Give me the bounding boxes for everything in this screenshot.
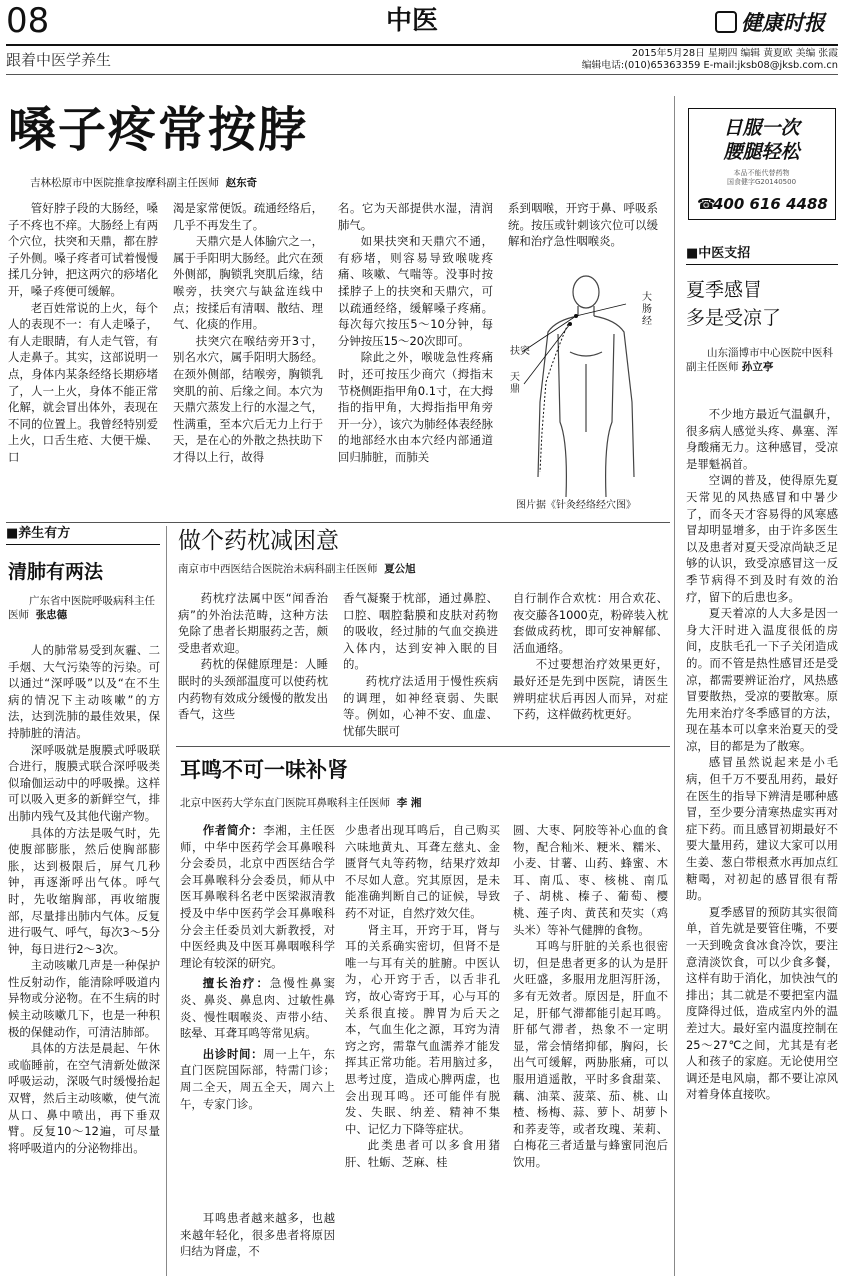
paragraph: 空调的普及，使得原先夏天常见的风热感冒和中暑少了，而冬天才容易得的风寒感冒却明显增多，由于许多医生以及患者对夏天受凉尚缺乏足够的认识，致受凉感冒这一反季节病得不到及时有效的治疗，留下的后患也多。 [686,473,838,604]
left-article-body [8,642,160,1274]
masthead-name: 健康时报 [741,10,825,35]
page-number: 08 [6,1,50,41]
byline-affiliation: 吉林松原市中医院推拿按摩科副主任医师 [30,177,219,189]
paragraph: 耳鸣患者越来越多，也越来越年轻化，很多患者将原因归结为肾虚，不 [180,1211,335,1259]
main-article-byline [30,176,670,190]
ad-phone-icon: ☎ [697,195,716,213]
byline-author: 孙立亭 [741,361,774,373]
right-column-divider [674,96,675,1276]
intro-label: 作者简介： [202,823,264,837]
left-column-divider [166,526,167,1276]
clinic-text: 周一上午，东直门医院国际部，特需门诊；周二全天，周五全天，周六上午，专家门诊。 [180,1046,335,1111]
clinic-label: 出诊时间： [202,1046,264,1061]
masthead-emblem [715,11,737,33]
masthead-logo [715,6,840,38]
main-article-title: 嗓子疼常按脖 [8,102,309,158]
paragraph: 自行制作合欢枕：用合欢花、夜交藤各1000克，粉碎装入枕套做成药枕，即可安神解郁、活血通络。 [513,591,668,655]
main-col-2 [173,200,323,518]
intro-text: 李湘，主任医师，中华中医药学会耳鼻喉科分会委员，北京中西医结合学会耳鼻喉科分会委员，师从中医耳鼻喉科名老中医梁淑清教授及中华中医药学会耳鼻喉科分会主任委员刘大新教授，对中医经典及中医耳鼻咽喉科学理论有较深的研究。 [180,823,335,970]
main-col-1 [8,200,158,518]
figure-label-meridian: 大肠经 [642,292,652,327]
left-article-title: 清肺有两法 [8,561,104,583]
paragraph: 名。它为天部提供水湿，清润肺气。 [338,201,493,232]
pillow-col-1 [178,590,328,740]
paragraph: 此类患者可以多食用猪肝、牡蛎、芝麻、桂 [345,1138,500,1169]
right-article-body [686,406,838,1272]
paragraph: 管好脖子段的大肠经，嗓子不疼也不痒。大肠经上有两个穴位，扶突和天鼎，都在脖子外侧。嗓子疼者可试着慢慢揉几分钟，把这两穴的痧堵化开，嗓子疼便可缓解。 [8,201,158,298]
left-section-tag-label: 养生有方 [18,526,71,541]
paragraph: 少患者出现耳鸣后，自己购买六味地黄丸、耳聋左慈丸、金匮肾气丸等药物，结果疗效却不尽如人意。究其原因，是未能准确判断自己的证候，导致药不对证，自然疗效欠佳。 [345,823,500,920]
pillow-col-2 [343,590,498,740]
right-article-byline [686,346,836,374]
byline-affiliation: 南京市中西医结合医院治未病科副主任医师 [178,563,378,575]
paragraph: 不少地方最近气温飙升，很多病人感觉头疼、鼻塞、浑身酸痛无力。这种感冒，受凉是罪魁祸首。 [686,407,838,471]
meridian-illustration [508,272,663,500]
square-bullet-icon: ■ [686,246,699,261]
paragraph: 具体的方法是晨起、午休或临睡前，在空气清新处做深呼吸运动，深吸气时缓慢抬起双臂，然后主动咳嗽，使气流从口、鼻中喷出，再下垂双臂。反复10～12遍，可尽量将呼吸道内的分泌物排出。 [8,1041,160,1155]
paragraph: 肾主耳，开窍于耳，肾与耳的关系确实密切，但肾不是唯一与耳有关的脏腑。中医认为，心开窍于舌，以舌非孔窍，故心寄窍于耳，心与耳的关系很直接。脾胃为后天之本，气血生化之源，耳窍为清窍之窍，需靠气血濡养才能发挥其正常功能。若用脑过多，思考过度，造成心脾两虚，也会出现耳鸣。还可能伴有脱发、失眠、纳差、精神不集中、记忆力下降等症状。 [345,922,500,1136]
main-col-4 [508,200,658,266]
paragraph: 感冒虽然说起来是小毛病，但千万不要乱用药，最好在医生的指导下辨清是哪种感冒，至少要分清寒热虚实再对症下药。而且感冒初期最好不要大量用药，建议大家可以用生姜、葱白带根煮水再加点红糖喝，对初起的感冒很有帮助。 [686,755,838,903]
ear-col-1-tail [180,1210,335,1274]
byline-author: 赵东奇 [225,177,258,189]
left-section-tag [6,526,160,545]
byline-affiliation: 山东淄博市中心医院中医科副主任医师 [686,347,833,373]
ad-box [688,108,836,220]
ear-col-3 [513,822,668,1274]
main-col-3 [338,200,493,518]
paragraph [180,1046,335,1112]
paragraph: 药枕的保健原理是：人睡眠时的头颈部温度可以使药枕内药物有效成分缓慢的散发出香气，这些 [178,657,328,722]
section-slogan: 跟着中医学养生 [6,51,112,69]
ad-headline-1: 日服一次 [723,117,800,139]
main-bottom-rule [6,522,670,523]
byline-author: 夏公旭 [384,563,416,575]
issue-info: 2015年5月28日 星期四 编辑 黄夏欧 美编 张霞 [631,48,838,59]
editor-contact: 编辑电话:(010)65363359 E-mail:jksb08@jksb.com.cn [581,60,838,71]
paragraph: 夏季感冒的预防其实很简单，首先就是要管住嘴，不要一天到晚贪食冰食冷饮，要注意清淡饮食，可以少食多餐，这样有助于消化，加快浊气的排出；其二就是不要把室内温度降得过低，造成室内外的温差过大。最好室内温度控制在25～27℃之间，尤其是有老人和孩子的家庭。无论使用空调还是电风扇，都不要让凉风对着身体直接吹。 [686,904,838,1102]
figure-caption: 图片据《针灸经络经穴图》 [516,500,636,511]
paragraph [180,975,335,1041]
paragraph: 深呼吸就是腹膜式呼吸联合进行，腹膜式联合深呼吸类似瑜伽运动中的呼吸操。这样可以吸入更多的新鲜空气，排出肺内残气及其他代谢产物。 [8,742,160,823]
paragraph: 香气凝聚于枕部，通过鼻腔、口腔、咽腔黏膜和皮肤对药物的吸收，经过肺的气血交换进入体内，达到安神入眠的目的。 [343,591,498,672]
byline-affiliation: 北京中医药大学东直门医院耳鼻喉科主任医师 [180,797,390,809]
figure-label-futu: 扶突 [510,346,530,357]
left-article-byline [8,594,160,622]
paragraph: 夏天着凉的人大多是因一身大汗时进入温度很低的房间，皮肤毛孔一下子关闭造成的。而不管是热性感冒还是受凉，都需要辨证治疗，风热感冒要散热，受凉的要散寒。原先用来治疗冬季感冒的方法，现在基本可以拿来治夏天的受凉，目的都是为了散寒。 [686,606,838,753]
skill-text: 急慢性鼻窦炎、鼻炎、鼻息肉、过敏性鼻炎、慢性咽喉炎、声带小结、眩晕、耳聋耳鸣等常见病。 [180,976,335,1041]
pillow-article-byline [178,562,668,576]
paragraph: 耳鸣与肝脏的关系也很密切，但是患者更多的认为是肝火旺盛，多服用龙胆泻肝汤，多有无效者。原因是，肝血不足，肝郁气滞都能引起耳鸣。肝郁气滞者，热象不一定明显，常会情绪抑郁，胸闷，长出气可缓解，两胁胀痛，可以服用逍遥散，平时多食甜菜、藕、油菜、菠菜、茄、桃、山楂、杨梅、蒜、萝卜、胡萝卜和荞麦等，或者玫瑰、茉莉、白梅花三者适量与蜂蜜同泡后饮用。 [513,939,668,1169]
ad-phone: 400 616 4488 [713,195,828,213]
ear-col-2 [345,822,500,1274]
meridian-figure [508,272,663,500]
pillow-article-title: 做个药枕减困意 [178,528,339,554]
byline-author: 李 湘 [396,797,422,809]
paragraph: 天鼎穴是人体腧穴之一，属于手阳明大肠经。此穴在颈外侧部，胸锁乳突肌后缘，结喉旁，扶突穴与缺盆连线中点；按揉后有清咽、散结、理气、化痰的作用。 [173,234,323,332]
header-rule-2 [6,74,838,75]
ad-headline-2: 腰腿轻松 [723,141,800,163]
paragraph: 药枕疗法适用于慢性疾病的调理，如神经衰弱、失眠等。例如，心神不安、血虚、忧郁失眠可 [343,673,498,738]
pillow-bottom-rule [176,746,670,747]
right-article-title-1: 夏季感冒 [686,279,763,301]
pillow-col-3 [513,590,668,740]
paragraph: 如果扶突和天鼎穴不通，有痧堵，则容易导致喉咙疼痛、咳嗽、气喘等。没事时按揉脖子上的扶突和天鼎穴，可以疏通经络，缓解嗓子疼痛。每次每穴按压5～10分钟，每分钟按压15～20次即可。 [338,234,493,348]
byline-affiliation: 广东省中医院呼吸病科主任医师 [8,595,155,621]
paragraph: 不过要想治疗效果更好，最好还是先到中医院，请医生辨明症状后再因人而异，对症下药，这样做药枕更好。 [513,657,668,722]
right-section-tag [686,246,838,265]
paragraph: 渴是家常便饭。疏通经络后，几乎不再发生了。 [173,201,323,232]
paragraph: 人的肺常易受到灰霾、二手烟、大气污染等的污染。可以通过“深呼吸”以及“在不生病的情况下主动咳嗽”的方法，达到洗肺的最佳效果，保持肺脏的清洁。 [8,643,160,740]
paragraph: 具体的方法是吸气时，先使腹部膨胀，然后使胸部膨胀，达到极限后，屏气几秒钟，再逐渐呼出气体。呼气时，先收缩胸部，再收缩腹部，尽量排出肺内气体。反复进行吸气、呼气，每次3～5分钟，每日进行2～3次。 [8,825,160,956]
paragraph: 药枕疗法属中医“闻香治病”的外治法范畴，这种方法免除了患者长期服药之苦，颇受患者欢迎。 [178,591,328,655]
figure-label-tianding: 天鼎 [510,372,520,395]
square-bullet-icon: ■ [6,526,19,541]
right-article-title-2: 多是受凉了 [686,307,782,329]
ear-article-byline [180,796,670,810]
skill-label: 擅长治疗： [202,976,270,991]
right-section-tag-label: 中医支招 [698,246,751,261]
ad-small-2: 国食健字G20140500 [726,178,797,186]
paragraph: 主动咳嗽几声是一种保护性反射动作，能清除呼吸道内异物或分泌物。在不生病的时候主动咳嗽几下，也是一种积极的保健动作，可清洁肺部。 [8,958,160,1039]
ear-author-intro [180,822,335,1118]
byline-author: 张忠德 [35,609,68,621]
paragraph: 系到咽喉，开窍于鼻、呼吸系统。按压或针刺该穴位可以缓解和治疗急性咽喉炎。 [508,201,658,249]
header-rule [6,44,838,46]
paragraph: 扶突穴在喉结旁开3寸，别名水穴，属手阳明大肠经。在颈外侧部，结喉旁，胸锁乳突肌的前、后缘之间。本穴为天鼎穴蒸发上行的水湿之气，性满重，至本穴后无力上行于天，是在心的外散之热扶助下才得以上行，故得 [173,333,323,464]
section-title: 中医 [386,6,439,36]
paragraph: 圆、大枣、阿胶等补心血的食物，配合籼米、粳米、糯米、小麦、甘薯、山药、蜂蜜、木耳、南瓜、枣、核桃、南瓜子、胡桃、榛子、葡萄、樱桃、莲子肉、黄芪和芡实（鸡头米）等补气健脾的食物。 [513,823,668,937]
ear-article-title: 耳鸣不可一味补肾 [180,757,348,782]
ad-small-1: 本品不能代替药物 [733,169,790,177]
paragraph [180,822,335,971]
paragraph: 除此之外，喉咙急性疼痛时，还可按压少商穴（拇指末节桡侧距指甲角0.1寸，在大拇指的指甲角，大拇指指甲角旁开一分），该穴为肺经体表经脉的地部经水由本穴经内部通道回归肺脏，而肺关 [338,350,493,464]
paragraph: 老百姓常说的上火，每个人的表现不一：有人走嗓子，有人走眼睛，有人走气管，有人走鼻子。其实，这部说明一点，身体内某条经络长期痧堵了，人一上火，身体不能正常化解，就会冒出体外，表现在不同的位置上。我曾经特别爱上火，口舌生疮、大便干燥、口 [8,300,158,464]
